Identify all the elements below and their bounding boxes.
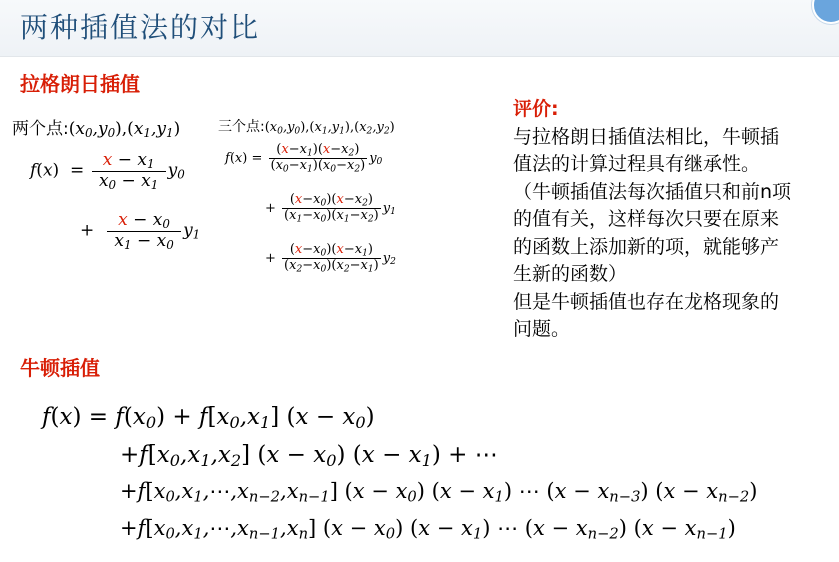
evaluation-line: 与拉格朗日插值法相比，牛顿插 xyxy=(513,125,780,148)
evaluation-panel xyxy=(513,96,835,344)
two-points-line: 两个点$:(x_0,y_0),(x_1,y_1)$ xyxy=(12,119,181,140)
evaluation-line: 的函数上添加新的项，就能够产 xyxy=(513,235,780,258)
newton-line-2: $+f[x_0,x_1,x_2] (x - x_0) (x - x_1)$ + ⋯ xyxy=(120,442,498,471)
newton-line-1: $f(x) = f(x_0) + f[x_0,x_1] (x - x_0)$ xyxy=(42,404,375,433)
lagrange-2pt-term1: f(x) = $\frac{x - x_1}{x_0 - x_1}$ $y_0$ xyxy=(30,150,185,192)
evaluation-line: （牛顿插值法每次插值只和前n项 xyxy=(513,180,792,203)
evaluation-line: 生新的函数） xyxy=(513,263,628,285)
newton-line-3: $+f[x_0,x_1,\cdots,x_{n-2},x_{n-1}] (x - x_0) (x - x_1)$ ⋯ $(x - x_{n-3})$ $(x - x_{n-2})$ xyxy=(120,479,758,506)
evaluation-line: 的值有关，这样每次只要在原来 xyxy=(513,208,780,230)
two-points-label: 两个点: xyxy=(12,119,69,139)
evaluation-label: 评价: xyxy=(513,98,559,120)
lagrange-3pt-term2: + $\frac{(x-x_0)(x-x_2)}{(x_1-x_0)(x_1-x_2)}$ $y_1$ xyxy=(265,192,396,225)
slide-title: 两种插值法的对比 xyxy=(20,11,261,44)
title-bar xyxy=(0,0,839,57)
three-points-label: 三个点: xyxy=(218,119,265,135)
evaluation-line: 问题。 xyxy=(513,318,571,340)
lagrange-heading: 拉格朗日插值 xyxy=(20,72,140,96)
evaluation-line: 但是牛顿插值也存在龙格现象的 xyxy=(513,290,780,313)
evaluation-line: 值法的计算过程具有继承性。 xyxy=(513,153,761,175)
newton-heading: 牛顿插值 xyxy=(20,356,100,380)
lagrange-3pt-term3: + $\frac{(x-x_0)(x-x_1)}{(x_2-x_0)(x_2-x_1)}$ $y_2$ xyxy=(265,242,396,275)
newton-line-4: $+f[x_0,x_1,\cdots,x_{n-1},x_n] (x - x_0) (x - x_1)$ ⋯ $(x - x_{n-2})$ $(x - x_{n-1})$ xyxy=(120,516,736,543)
lagrange-3pt-term1: f(x) = $\frac{(x-x_1)(x-x_2)}{(x_0-x_1)(x_0-x_2)}$ $y_0$ xyxy=(225,142,383,175)
lagrange-2pt-term2: + $\frac{x - x_0}{x_1 - x_0}$ $y_1$ xyxy=(80,210,201,252)
three-points-line: 三个点$:(x_0,y_0),(x_1,y_1),(x_2,y_2)$ xyxy=(218,119,395,137)
